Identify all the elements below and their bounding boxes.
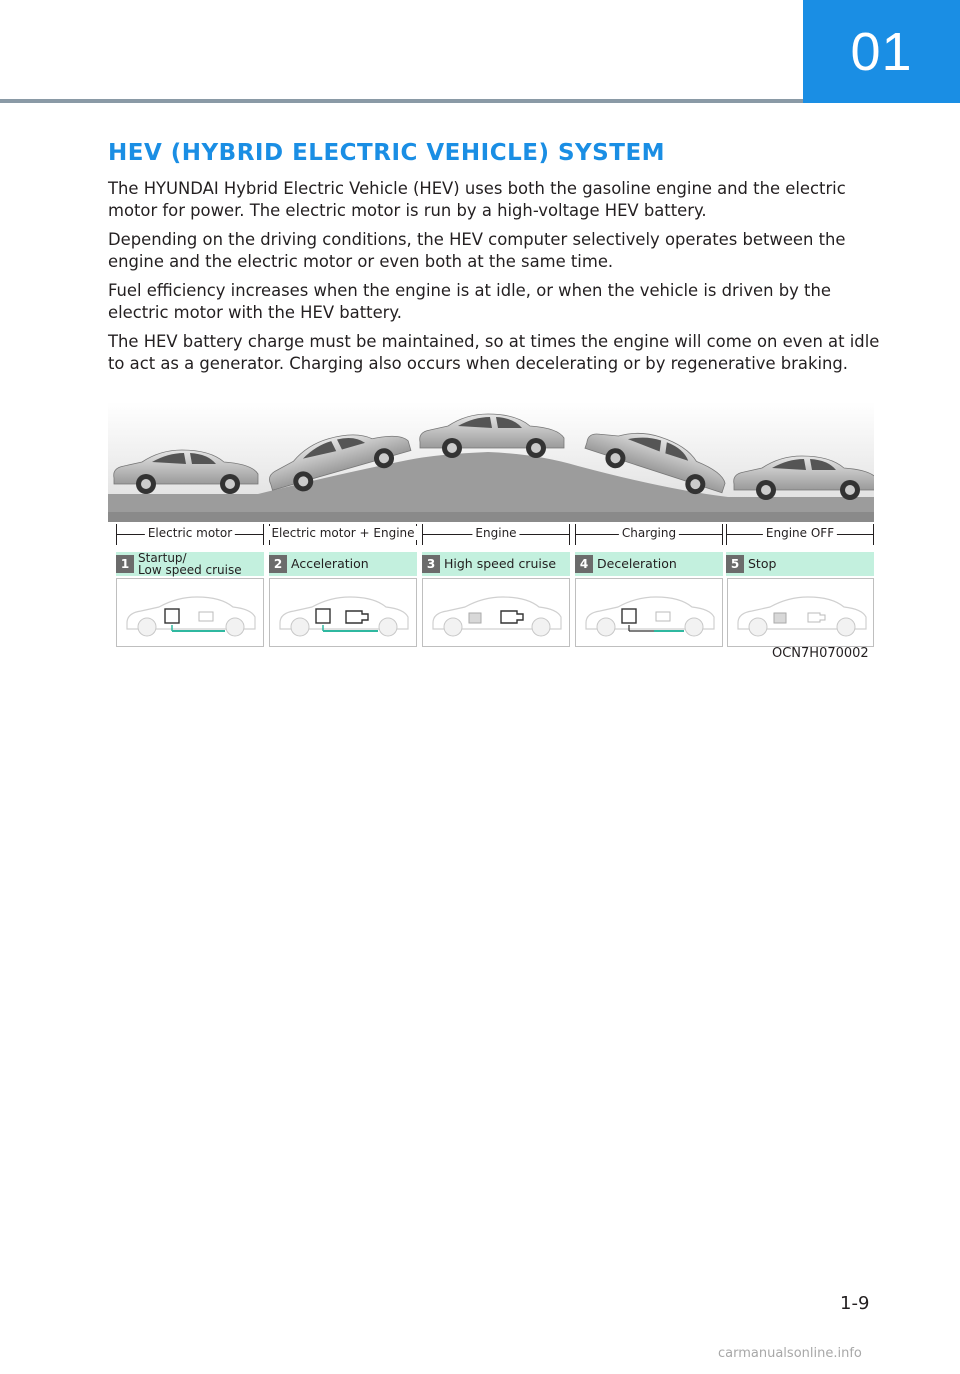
- stage-label: Startup/ Low speed cruise: [138, 551, 242, 577]
- stage-number: 2: [269, 555, 287, 573]
- engine-icon: [656, 612, 670, 621]
- paragraph: The HEV battery charge must be maintained, so at times the engine will come on even at idle to act as a generator. Charging also occurs when decelerating or by regenerative braking.: [108, 332, 880, 373]
- stage-stop: [726, 552, 874, 576]
- mode-label: Charging: [619, 526, 679, 540]
- footer-watermark: carmanualsonline.info: [718, 1346, 862, 1361]
- stage-label: Deceleration: [597, 556, 677, 571]
- mode-label: Electric motor + Engine: [268, 526, 417, 540]
- header-rule: [0, 99, 803, 103]
- powertrain-panel-1: [116, 578, 264, 647]
- powertrain-panel-3: [422, 578, 570, 647]
- stage-number: 4: [575, 555, 593, 573]
- body-text: [108, 178, 890, 382]
- section-title: HEV (HYBRID ELECTRIC VEHICLE) SYSTEM: [108, 140, 666, 166]
- mode-engine: [422, 522, 570, 548]
- mode-motor-engine: [269, 522, 417, 548]
- paragraph: Fuel efficiency increases when the engine is at idle, or when the vehicle is driven by the electric motor with the HEV battery.: [108, 281, 831, 322]
- stage-startup: [116, 552, 264, 576]
- battery-icon: [165, 609, 179, 623]
- mode-engine-off: [726, 522, 874, 548]
- mode-charging: [575, 522, 723, 548]
- chapter-tab: 01: [803, 0, 960, 103]
- paragraph: The HYUNDAI Hybrid Electric Vehicle (HEV) uses both the gasoline engine and the electric motor for power. The electric motor is run by a high-voltage HEV battery.: [108, 179, 846, 220]
- mode-label: Engine: [472, 526, 519, 540]
- stage-number: 1: [116, 555, 134, 573]
- stage-acceleration: [269, 552, 417, 576]
- engine-icon: [346, 611, 368, 623]
- engine-icon: [501, 611, 523, 623]
- figure-code: OCN7H070002: [772, 646, 869, 661]
- mode-label: Electric motor: [145, 526, 235, 540]
- battery-icon: [469, 613, 481, 623]
- battery-icon: [622, 609, 636, 623]
- stage-deceleration: [575, 552, 723, 576]
- stage-number: 3: [422, 555, 440, 573]
- stage-label: High speed cruise: [444, 556, 557, 571]
- engine-icon: [199, 612, 213, 621]
- paragraph: Depending on the driving conditions, the HEV computer selectively operates between the engine and the electric motor or even both at the same time.: [108, 230, 846, 271]
- stage-high-speed: [422, 552, 570, 576]
- mode-row: [116, 522, 874, 548]
- mode-electric-motor: [116, 522, 264, 548]
- engine-icon: [808, 613, 825, 622]
- stage-label: Acceleration: [291, 556, 369, 571]
- stage-label: Stop: [748, 556, 777, 571]
- battery-icon: [316, 609, 330, 623]
- stage-row: [116, 552, 874, 576]
- powertrain-panel-5: [727, 578, 874, 647]
- page-number: 1-9: [840, 1293, 870, 1314]
- powertrain-panel-2: [269, 578, 417, 647]
- battery-icon: [774, 613, 786, 623]
- stage-number: 5: [726, 555, 744, 573]
- mode-label: Engine OFF: [763, 526, 837, 540]
- powertrain-panel-4: [575, 578, 723, 647]
- hev-driving-illustration: [108, 402, 874, 522]
